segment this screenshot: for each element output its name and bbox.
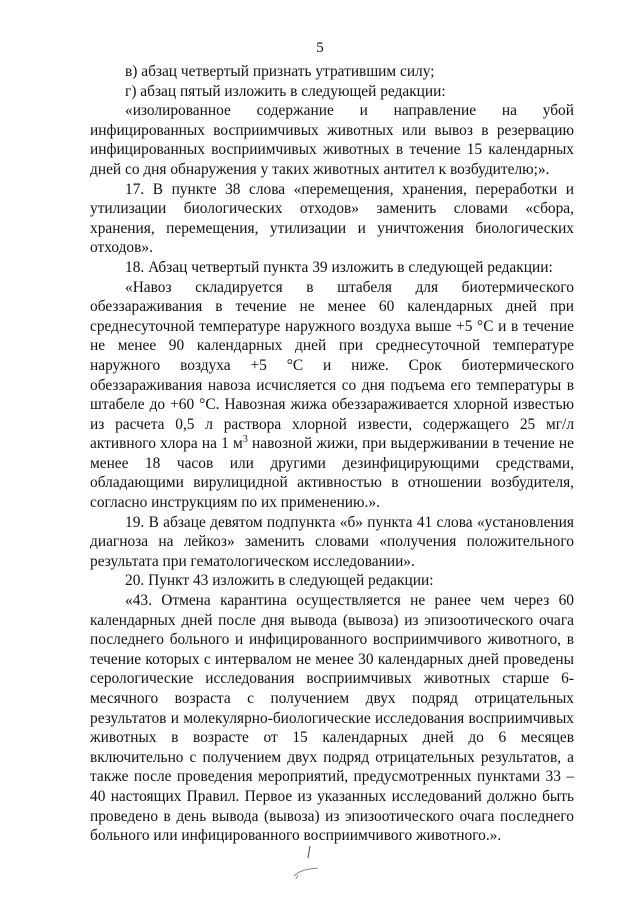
paragraph-g: г) абзац пятый изложить в следующей редакции: <box>125 82 446 100</box>
quoted-paragraph-isolation: «изолированное содержание и направление на убой инфицированных восприимчивых животных или вывоз в резервацию инфицированных восприимчивых животных в течение 15 календарных дней со дня обнаружения у таких животных антител к возбудителю;». <box>90 102 574 178</box>
paragraph-18: 18. Абзац четвертый пункта 39 изложить в следующей редакции: <box>125 258 553 276</box>
manure-text-part2: навозной жижи, при выдерживании в течение не менее 18 часов или другими дезинфицирующими средствами, обладающими вирулицидной активностью в отношении возбудителя, согласно инструкциям по их применению.». <box>90 435 574 512</box>
paragraph-19: 19. В абзаце девятом подпункта «б» пункта 41 слова «установления диагноза на лейкоз» заменить словами «получения положительного результата при гематологическом исследовании». <box>90 513 574 570</box>
paragraph-20: 20. Пункт 43 изложить в следующей редакции: <box>125 572 434 590</box>
signature-mark <box>288 842 328 882</box>
page-number: 5 <box>316 40 324 56</box>
quoted-paragraph-manure <box>90 278 574 513</box>
paragraph-17: 17. В пункте 38 слова «перемещения, хранения, переработки и утилизации биологических отходов» заменить словами «сбора, хранения, перемещения, утилизации и уничтожения биологических отходов». <box>90 180 574 257</box>
quoted-paragraph-43: «43. Отмена карантина осуществляется не ранее чем через 60 календарных дней после дня вывода (вывоза) из эпизоотического очага последнего больного и инфицированного восприимчивого животного, в течение которых с интервалом не менее 30 календарных дней проведены серологические исследования восприимчивых животных старше 6-месячного возраста с получением двух подряд отрицательных результатов и молекулярно-биологические исследования восприимчивых животных в возрасте от 15 календарных дней до 6 месяцев включительно с получением двух подряд отрицательных результатов, а также после проведения мероприятий, предусмотренных пунктами 33 – 40 настоящих Правил. Первое из указанных исследований должно быть проведено в день вывода (вывоза) из эпизоотического очага последнего больного или инфицированного восприимчивого животного.». <box>90 592 574 845</box>
paragraph-v: в) абзац четвертый признать утратившим силу; <box>125 63 435 80</box>
cubic-superscript: 3 <box>242 434 248 446</box>
document-body <box>90 62 574 846</box>
manure-text-part1: «Навоз складируется в штабеля для биотермического обеззараживания в течение не менее 60 календарных дней при среднесуточной температуре наружного воздуха выше +5 °С и в течение не менее 90 календарных дней при среднесуточной температуре наружного воздуха +5 °С и ниже. Срок биотермического обеззараживания навоза исчисляется со дня подъема его температуры в штабеле до +60 °С. Навозная жижа обеззараживается хлорной известью из расчета 0,5 л раствора хлорной извести, содержащего 25 мг/л активного хлора на 1 м <box>90 278 574 453</box>
